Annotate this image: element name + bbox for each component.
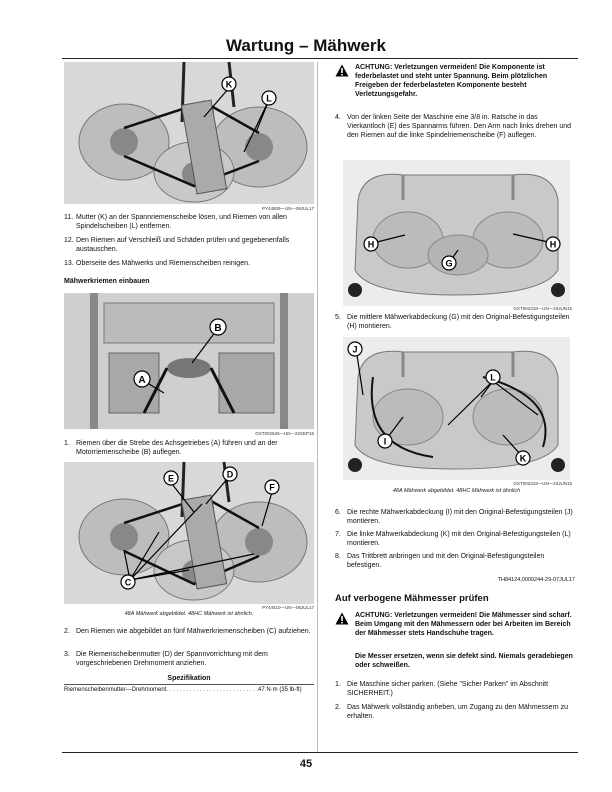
callout-h-right: H: [549, 239, 557, 250]
warning-triangle-icon: [335, 612, 349, 625]
callout-d: D: [226, 469, 234, 480]
reference-code: TH84124,0000244-29-07JUL17: [497, 577, 575, 583]
callout-i: I: [383, 436, 387, 447]
callout-c: C: [124, 577, 132, 588]
figure-side-covers: [343, 337, 570, 480]
figure-caption: 48A Mähwerk abgebildet. 48HC Mähwerk ist ähnlich: [392, 488, 521, 494]
figure-belt-install: [64, 293, 314, 429]
warning-text: Die Messer ersetzen, wenn sie defekt sind. Niemals geradebiegen oder schweißen.: [355, 653, 573, 669]
page-number: 45: [299, 758, 313, 770]
figure-caption: 48A Mähwerk abgebildet. 48HC Mähwerk ist ähnlich.: [124, 611, 254, 617]
callout-e: E: [167, 473, 175, 484]
figure-code: GXT002319—UN—23JUN15: [513, 481, 572, 486]
section-heading: Auf verbogene Mähmesser prüfen: [335, 593, 489, 604]
spec-rule: [64, 684, 314, 685]
callout-f: F: [269, 482, 275, 493]
warning-text: ACHTUNG: Verletzungen vermeiden! Die Mähmesser sind scharf. Beim Umgang mit den Mähmessern oder bei Arbeiten im Bereich der Mähmesser stets Handschuhe tragen.: [355, 612, 572, 637]
spec-value: 47 N·m (35 lb-ft): [258, 687, 302, 693]
spec-item: Riemenscheibenmutter—Drehmoment: [64, 687, 167, 693]
figure-code: GXT002526—UN—22SEP15: [255, 431, 314, 436]
warning-text: ACHTUNG: Verletzungen vermeiden! Die Komponente ist federbelastet und steht unter Spannung. Beim plötzlichen Freigeben der federbelasteten Komponente besteht Verletzungsgefahr.: [355, 64, 548, 98]
callout-k: K: [225, 79, 233, 90]
callout-l: L: [490, 372, 496, 383]
callout-b: B: [214, 323, 222, 334]
column-divider: [317, 62, 318, 752]
warning-triangle-icon: [335, 64, 349, 77]
figure-belt-removal: [64, 62, 314, 204]
footer-rule: [62, 752, 578, 753]
callout-g: G: [445, 258, 453, 269]
figure-center-cover: [343, 160, 570, 306]
spec-title: Spezifikation: [167, 675, 211, 682]
figure-code: PY44509—UN—06JUL17: [261, 206, 314, 211]
figure-code: PY44510—UN—06JUL17: [261, 605, 314, 610]
title-rule: [62, 58, 578, 59]
figure-code: GXT002318—UN—23JUN15: [513, 306, 572, 311]
section-heading: Mähwerkriemen einbauen: [64, 278, 150, 285]
callout-a: A: [138, 375, 146, 386]
callout-h-left: H: [367, 239, 375, 250]
callout-j: J: [352, 344, 358, 355]
callout-l: L: [266, 93, 272, 104]
callout-k: K: [519, 453, 527, 464]
page-title: Wartung – Mähwerk: [226, 36, 386, 55]
figure-belt-routing: [64, 462, 314, 604]
spec-leader: . . . . . . . . . . . . . . . . . . . . . . . . . . . . . .: [160, 687, 259, 693]
